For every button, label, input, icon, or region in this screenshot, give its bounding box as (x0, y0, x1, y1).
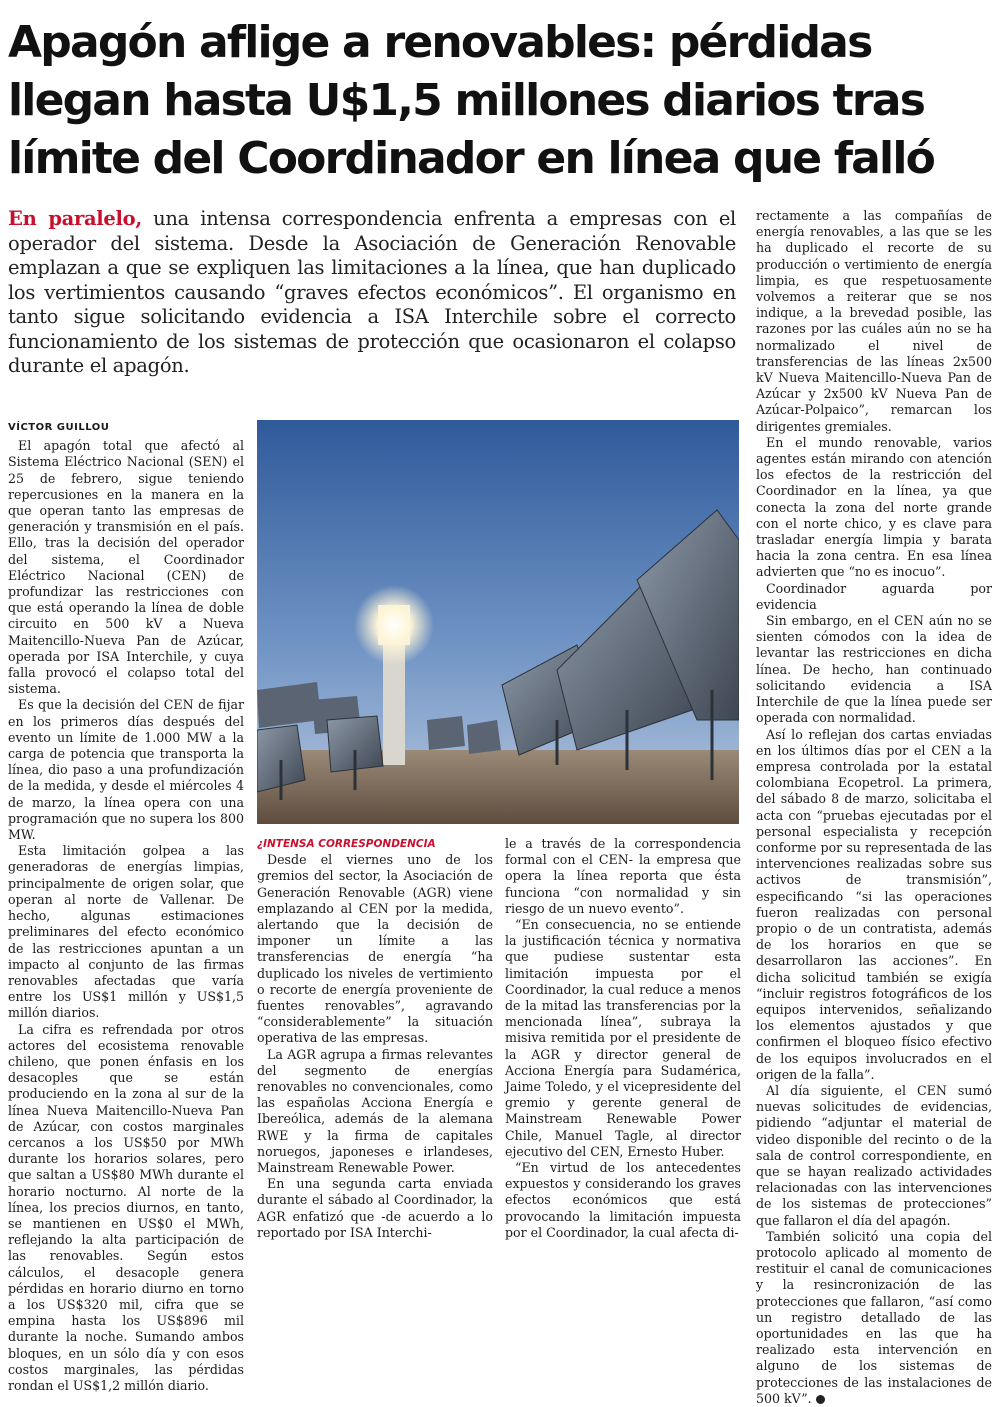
paragraph-text: También solicitó una copia del protocolo aplicado al momento de restituir el canal de comunicaciones y la resincronización de las protecciones que fallaron, “así como un registro detallado de las oportunidades en las que ha realizado esta intervención en alguno de los sistemas de protecciones de las instalaciones de 500 kV”. (756, 1228, 992, 1406)
paragraph: le a través de la correspondencia formal con el CEN- la empresa que opera la línea reporta que ésta funciona “con normalidad y sin riesgo de un nuevo evento”. (505, 836, 741, 916)
solar-tower-photo (257, 420, 739, 824)
subhead-coordinador: Coordinador aguarda por evidencia (756, 580, 992, 612)
paragraph: rectamente a las compañías de energía renovables, a las que se les ha duplicado el recorte de su producción o vertimiento de energía limpia, es que respetuosamente volvemos a reiterar que se nos indique, a la brevedad posible, las razones por las cuáles aún no se ha normalizado el nivel de transferencias de las líneas 2x500 kV Nueva Maitencillo-Nueva Pan de Azúcar y 2x500 kV Nueva Pan de Azúcar-Polpaico”, remarcan los dirigentes gremiales. (756, 208, 992, 434)
paragraph: En el mundo renovable, varios agentes están mirando con atención los efectos de la restricción del Coordinador en la línea, ya que conecta la zona del norte grande con el norte chico, y es clave para trasladar energía limpia y barata hacia la zona centra. En esa línea advierten que “no es inocuo”. (756, 434, 992, 580)
byline: VÍCTOR GUILLOU (8, 422, 110, 433)
lead-paragraph (8, 207, 736, 379)
subhead-intensa-correspondencia: ¿INTENSA CORRESPONDENCIA (257, 838, 436, 850)
paragraph: Desde el viernes uno de los gremios del sector, la Asociación de Generación Renovable (AGR) viene emplazando al CEN por la medida, alertando que la decisión de imponer un límite a las transferencias de energía “ha duplicado los niveles de vertimiento o recorte de energía proveniente de fuentes renovables”, agravando “considerablemente” la situación operativa de las empresas. (257, 852, 493, 1046)
paragraph: Es que la decisión del CEN de fijar en los primeros días después del evento un límite de 1.000 MW a la carga de potencia que transporta la línea, dio paso a una profundización de la medida, y desde el miércoles 4 de marzo, la línea opera con una programación que no supera los 800 MW. (8, 697, 244, 843)
paragraph: Sin embargo, en el CEN aún no se sienten cómodos con la idea de levantar las restricciones en dicha línea. De hecho, han continuado solicitando evidencia a ISA Interchile de que la línea puede ser operada con normalidad. (756, 613, 992, 726)
paragraph: Esta limitación golpea a las generadoras de energías limpias, principalmente de origen solar, que operan al norte de Vallenar. De hecho, algunas estimaciones preliminares del efecto económico de las restricciones apuntan a un impacto al conjunto de las firmas renovables afectadas que varía entre los US$1 millón y US$1,5 millón diarios. (8, 843, 244, 1021)
paragraph (756, 1229, 992, 1407)
paragraph: Así lo reflejan dos cartas enviadas en los últimos días por el CEN a la empresa controlada por la estatal colombiana Ecopetrol. La primera, del sábado 8 de marzo, solicitaba el acta con “pruebas ejecutadas por el personal especialista y recepción conforme por su representada de las intervenciones realizadas sobre sus activos de transmisión”, especificando “si las operaciones fueron realizadas con personal propio o de un contratista, además de los horarios en que se desarrollaron las acciones”. En dicha solicitud también se exigía “incluir registros fotográficos de los equipos intervenidos, señalizando los elementos ajustados y que confirmen el bloqueo físico efectivo de los equipos involucrados en el origen de la falla”. (756, 726, 992, 1082)
paragraph: La AGR agrupa a firmas relevantes del segmento de energías renovables no convencionales, como las españolas Acciona Energía e Ibereólica, además de la alemana RWE y la firma de capitales noruegos, japoneses e irlandeses, Mainstream Renewable Power. (257, 1046, 493, 1176)
article-column-1 (8, 420, 244, 1394)
paragraph: En una segunda carta enviada durante el sábado al Coordinador, la AGR enfatizó que -de acuerdo a lo reportado por ISA Interchi- (257, 1176, 493, 1240)
paragraph: La cifra es refrendada por otros actores del ecosistema renovable chileno, que ponen énfasis en los desacoples que se están produciendo en la zona al sur de la línea Nueva Maitencillo-Nueva Pan de Azúcar, con costos marginales cercanos a los US$50 por MWh durante los horarios solares, pero que saltan a US$80 MWh durante el horario nocturno. Al norte de la línea, los precios diurnos, en tanto, se mantienen en US$0 el MWh, reflejando la alta participación de las renovables. Según estos cálculos, el desacople genera pérdidas en horario diurno en torno a los US$320 mil, cifra que se empina hasta los US$896 mil durante la noche. Sumando ambos bloques, en un sólo día y con esos costos marginales, las pérdidas rondan el US$1,2 millón diario. (8, 1021, 244, 1393)
headline: Apagón aflige a renovables: pérdidas llegan hasta U$1,5 millones diarios tras límite del Coordinador en línea que falló (8, 17, 935, 184)
article-column-4 (756, 208, 992, 1407)
paragraph: El apagón total que afectó al Sistema Eléctrico Nacional (SEN) el 25 de febrero, sigue teniendo repercusiones en la manera en la que operan tanto las empresas de generación y transmisión en el país. Ello, tras la decisión del operador del sistema, el Coordinador Eléctrico Nacional (CEN) de profundizar las restricciones con que está operando la línea de doble circuito en 500 kV a Nueva Maitencillo-Nueva Pan de Azúcar, operada por ISA Interchile, y cuya falla provocó el colapso total del sistema. (8, 438, 244, 697)
paragraph: Al día siguiente, el CEN sumó nuevas solicitudes de evidencias, pidiendo “adjuntar el material de video disponible del recinto o de la sala de control correspondiente, en que se hayan realizado actividades relacionadas con las intervenciones de los sistemas de protecciones” que fallaron el día del apagón. (756, 1082, 992, 1228)
end-mark-icon (816, 1395, 825, 1404)
lead-text: una intensa correspondencia enfrenta a empresas con el operador del sistema. Desde la Asociación de Generación Renovable emplazan a que se expliquen las limitaciones a la línea, que han duplicado los vertimientos causando “graves efectos económicos”. El organismo en tanto sigue solicitando evidencia a ISA Interchile sobre el correcto funcionamiento de los sistemas de protección que ocasionaron el colapso durante el apagón. (8, 207, 736, 377)
article-column-2 (257, 836, 493, 1241)
paragraph: “En virtud de los antecedentes expuestos y considerando los graves efectos económicos que está provocando la limitación impuesta por el Coordinador, la cual afecta di- (505, 1160, 741, 1240)
article-column-3 (505, 836, 741, 1241)
lead-kicker: En paralelo, (8, 207, 142, 230)
paragraph: “En consecuencia, no se entiende la justificación técnica y normativa que pudiese sustentar esta limitación impuesta por el Coordinador, la cual reduce a menos de la mitad las transferencias por la mencionada línea”, subraya la misiva remitida por el presidente de la AGR y director general de Acciona Energía para Sudamérica, Jaime Toledo, y el vicepresidente del gremio y gerente general de Mainstream Renewable Power Chile, Manuel Tagle, al director ejecutivo del CEN, Ernesto Huber. (505, 917, 741, 1159)
